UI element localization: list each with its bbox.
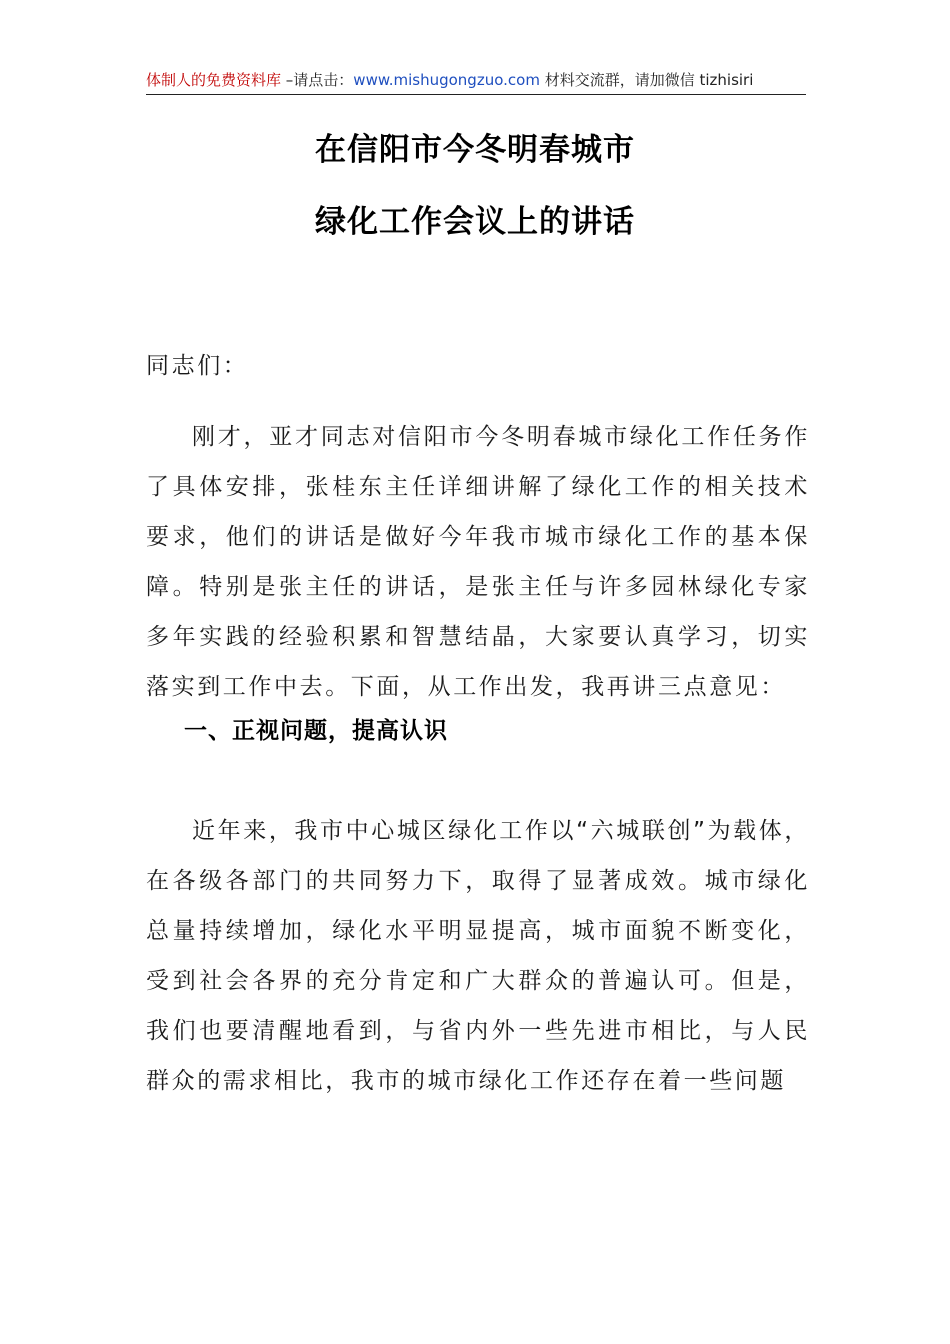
header-url-link[interactable]: www.mishugongzuo.com [353,71,540,89]
section-heading-1: 一、正视问题，提高认识 [184,718,448,744]
header-tail: 材料交流群，请加微信 tizhisiri [539,71,754,89]
paragraph-1: 刚才，亚才同志对信阳市今冬明春城市绿化工作任务作了具体安排，张桂东主任详细讲解了绿化工作的相关技术要求，他们的讲话是做好今年我市城市绿化工作的基本保障。特别是张主任的讲话，是张主任与许多园林绿化专家多年实践的经验积累和智慧结晶，大家要认真学习，切实落实到工作中去。下面，从工作出发，我再讲三点意见： [146,424,810,700]
page-header [146,66,806,95]
header-brand: 体制人的免费资料库 [146,71,282,89]
document-title-line-2: 绿化工作会议上的讲话 [315,204,635,240]
header-prompt: –请点击： [281,71,354,89]
greeting: 同志们： [146,353,249,379]
paragraph-2: 近年来，我市中心城区绿化工作以“六城联创”为载体，在各级各部门的共同努力下，取得了显著成效。城市绿化总量持续增加，绿化水平明显提高，城市面貌不断变化，受到社会各界的充分肯定和广大群众的普遍认可。但是，我们也要清醒地看到，与省内外一些先进市相比，与人民群众的需求相比，我市的城市绿化工作还存在着一些问题 [146,818,810,1094]
document-title-line-1: 在信阳市今冬明春城市 [315,132,635,168]
